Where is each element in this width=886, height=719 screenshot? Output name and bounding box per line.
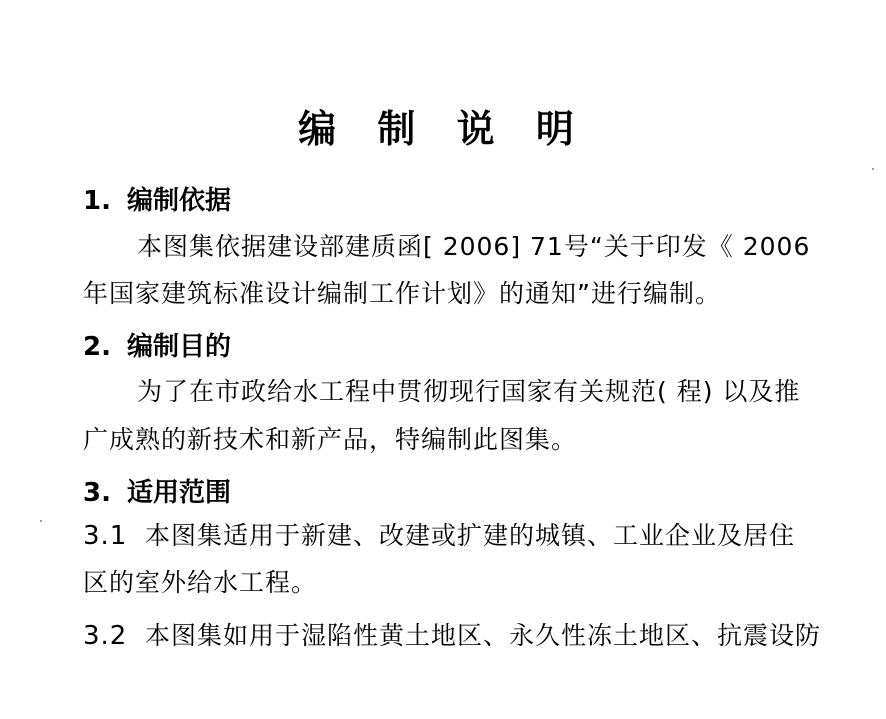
section-heading-2 xyxy=(83,326,231,363)
paragraph-line: 本图集适用于新建、改建或扩建的城镇、工业企业及居住 xyxy=(145,521,796,550)
paragraph-line: 为了在市政给水工程中贯彻现行国家有关规范( 程) 以及推 xyxy=(137,377,801,406)
section-title: 编制目的 xyxy=(127,332,232,362)
scan-speck xyxy=(40,520,42,522)
paragraph-line: 广成熟的新技术和新产品，特编制此图集。 xyxy=(83,425,578,454)
section-number: 2. xyxy=(83,332,111,362)
list-item-3-2 xyxy=(83,616,821,652)
paragraph-line: 本图集如用于湿陷性黄土地区、永久性冻土地区、抗震设防 xyxy=(145,621,822,650)
section-number: 1. xyxy=(83,186,111,216)
section-title: 适用范围 xyxy=(127,478,232,508)
paragraph-line: 本图集依据建设部建质函[ 2006] 71号“关于印发《 2006 xyxy=(137,232,811,261)
list-item-3-1 xyxy=(83,516,795,552)
page-title: 编 制 说 明 xyxy=(298,107,588,151)
scan-speck xyxy=(872,168,874,170)
paragraph-line: 年国家建筑标准设计编制工作计划》的通知”进行编制。 xyxy=(83,279,721,308)
section-title: 编制依据 xyxy=(127,186,232,216)
item-number: 3.2 xyxy=(83,621,128,651)
section-number: 3. xyxy=(83,478,111,508)
paragraph-line: 区的室外给水工程。 xyxy=(83,568,318,597)
section-heading-3 xyxy=(83,472,231,509)
item-number: 3.1 xyxy=(83,521,128,551)
section-heading-1 xyxy=(83,180,231,217)
